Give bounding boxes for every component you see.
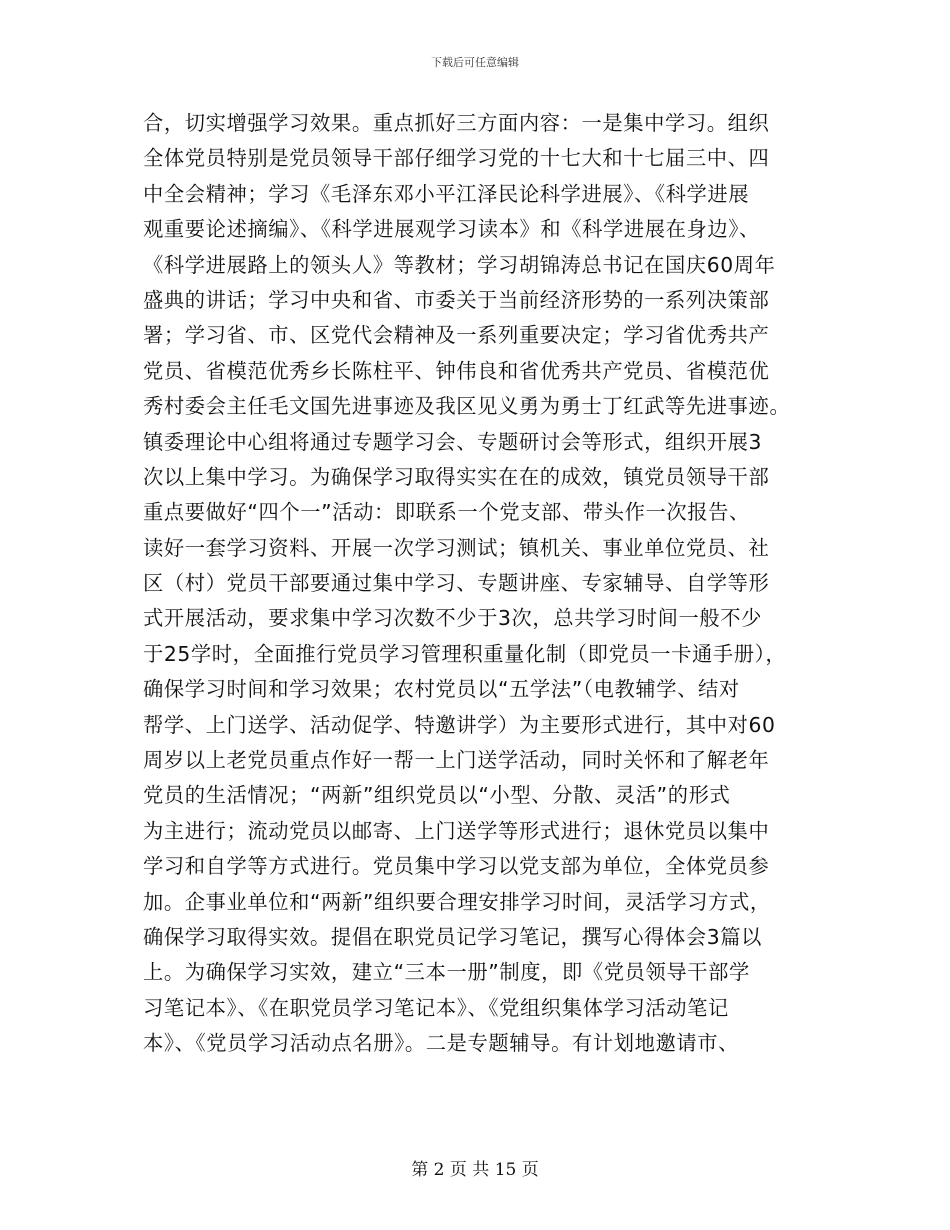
body-line: 习笔记本》、《在职党员学习笔记本》、《党组织集体学习活动笔记 [143,995,729,1020]
body-line: 确保学习时间和学习效果；农村党员以“五学法”（电教辅学、结对 [143,677,740,702]
body-line: 次以上集中学习。为确保学习取得实实在在的成效，镇党员领导干部 [143,464,770,489]
body-line: 合，切实增强学习效果。重点抓好三方面内容：一是集中学习。组织 [143,111,770,135]
page-header: 下载后可任意编辑 [431,56,519,69]
body-text [143,106,823,1062]
body-line: 本》、《党员学习活动点名册》。二是专题辅导。有计划地邀请市、 [143,1031,740,1056]
body-line: 上。为确保学习实效，建立“三本一册”制度，即《党员领导干部学 [143,960,750,985]
body-line: 中全会精神；学习《毛泽东邓小平江泽民论科学进展》、《科学进展 [143,181,750,206]
body-line: 党员、省模范优秀乡长陈柱平、钟伟良和省优秀共产党员、省模范优 [143,358,770,383]
body-line: 于25学时，全面推行党员学习管理积重量化制（即党员一卡通手册）， [143,641,787,666]
body-line: 镇委理论中心组将通过专题学习会、专题研讨会等形式，组织开展3 [143,429,763,454]
body-line: 区（村）党员干部要通过集中学习、专题讲座、专家辅导、自学等形 [143,571,770,596]
body-line: 式开展活动，要求集中学习次数不少于3次，总共学习时间一般不少 [143,606,763,631]
body-line: 确保学习取得实效。提倡在职党员记学习笔记，撰写心得体会3篇以 [143,924,763,949]
body-line: 帮学、上门送学、活动促学、特邀讲学）为主要形式进行，其中对60 [143,712,776,737]
body-line: 加。企事业单位和“两新”组织要合理安排学习时间，灵活学习方式， [143,889,771,914]
body-line: 全体党员特别是党员领导干部仔细学习党的十七大和十七届三中、四 [143,146,770,171]
body-line: 秀村委会主任毛文国先进事迹及我区见义勇为勇士丁红武等先进事迹。 [143,394,791,419]
page-footer: 第 2 页 共 15 页 [411,1160,539,1180]
body-line: 署；学习省、市、区党代会精神及一系列重要决定；学习省优秀共产 [143,323,770,348]
body-line: 重点要做好“四个一”活动：即联系一个党支部、带头作一次报告、 [143,500,750,525]
body-line: 观重要论述摘编》、《科学进展观学习读本》和《科学进展在身边》、 [143,217,760,242]
body-line: 读好一套学习资料、开展一次学习测试；镇机关、事业单位党员、社 [143,535,770,560]
body-line: 《科学进展路上的领头人》等教材；学习胡锦涛总书记在国庆60周年 [143,252,776,277]
body-line: 盛典的讲话；学习中央和省、市委关于当前经济形势的一系列决策部 [143,287,770,312]
body-line: 周岁以上老党员重点作好一帮一上门送学活动，同时关怀和了解老年 [143,748,770,773]
body-line: 为主进行；流动党员以邮寄、上门送学等形式进行；退休党员以集中 [143,818,770,843]
body-line: 党员的生活情况；“两新”组织党员以“小型、分散、灵活”的形式 [143,783,731,808]
body-line: 学习和自学等方式进行。党员集中学习以党支部为单位，全体党员参 [143,854,770,879]
